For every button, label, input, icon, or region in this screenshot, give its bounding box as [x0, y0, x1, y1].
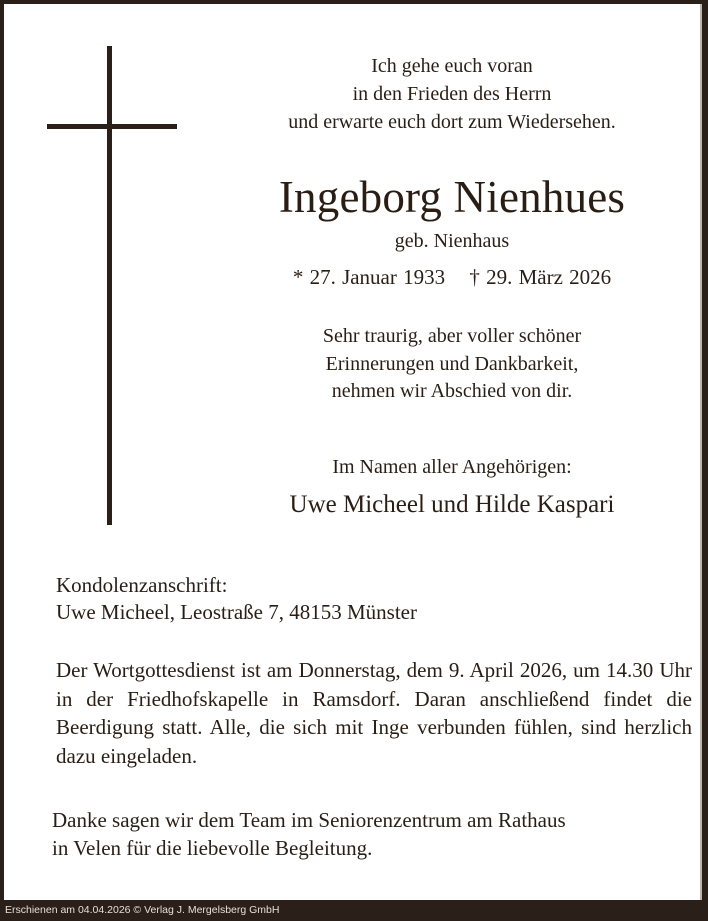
thanks-line: in Velen für die liebevolle Begleitung.	[52, 836, 373, 860]
cross-horizontal-bar	[47, 124, 177, 129]
thanks-text	[52, 806, 692, 862]
verse-line: und erwarte euch dort zum Wiedersehen.	[288, 111, 616, 133]
born-symbol: *	[292, 265, 304, 289]
publication-footer: Erschienen am 04.04.2026 © Verlag J. Mergelsberg GmbH	[0, 900, 708, 921]
thanks-line: Danke sagen wir dem Team im Seniorenzentrum am Rathaus	[52, 808, 566, 832]
condolence-address-line: Uwe Micheel, Leostraße 7, 48153 Münster	[56, 600, 417, 624]
life-dates	[240, 263, 664, 291]
died-symbol-icon: †	[469, 265, 480, 289]
farewell-line: Sehr traurig, aber voller schöner	[322, 325, 582, 347]
condolence-address	[56, 572, 692, 626]
born-date: 27. Januar 1933	[309, 265, 446, 289]
died-date: 29. März 2026	[486, 265, 612, 289]
farewell-text	[240, 323, 664, 406]
condolence-label: Kondolenzanschrift:	[56, 573, 228, 597]
cross-vertical-bar	[107, 46, 112, 525]
birth-name: geb. Nienhaus	[394, 230, 510, 252]
deceased-name: Ingeborg Nienhues	[278, 172, 626, 222]
signatories: Uwe Micheel und Hilde Kaspari	[289, 491, 615, 518]
service-info: Der Wortgottesdienst ist am Donnerstag, dem 9. April 2026, um 14.30 Uhr in der Friedhofskapelle in Ramsdorf. Daran anschließend findet die Beerdigung statt. Alle, die sich mit Inge verbunden fühlen, sind herzlich dazu eingeladen.	[56, 658, 692, 768]
verse	[240, 52, 664, 136]
obituary-notice	[4, 4, 702, 900]
on-behalf-label: Im Namen aller Angehörigen:	[332, 456, 572, 478]
verse-line: in den Frieden des Herrn	[352, 83, 552, 105]
farewell-line: nehmen wir Abschied von dir.	[331, 380, 573, 402]
verse-line: Ich gehe euch voran	[371, 55, 533, 77]
farewell-line: Erinnerungen und Dankbarkeit,	[325, 352, 579, 375]
